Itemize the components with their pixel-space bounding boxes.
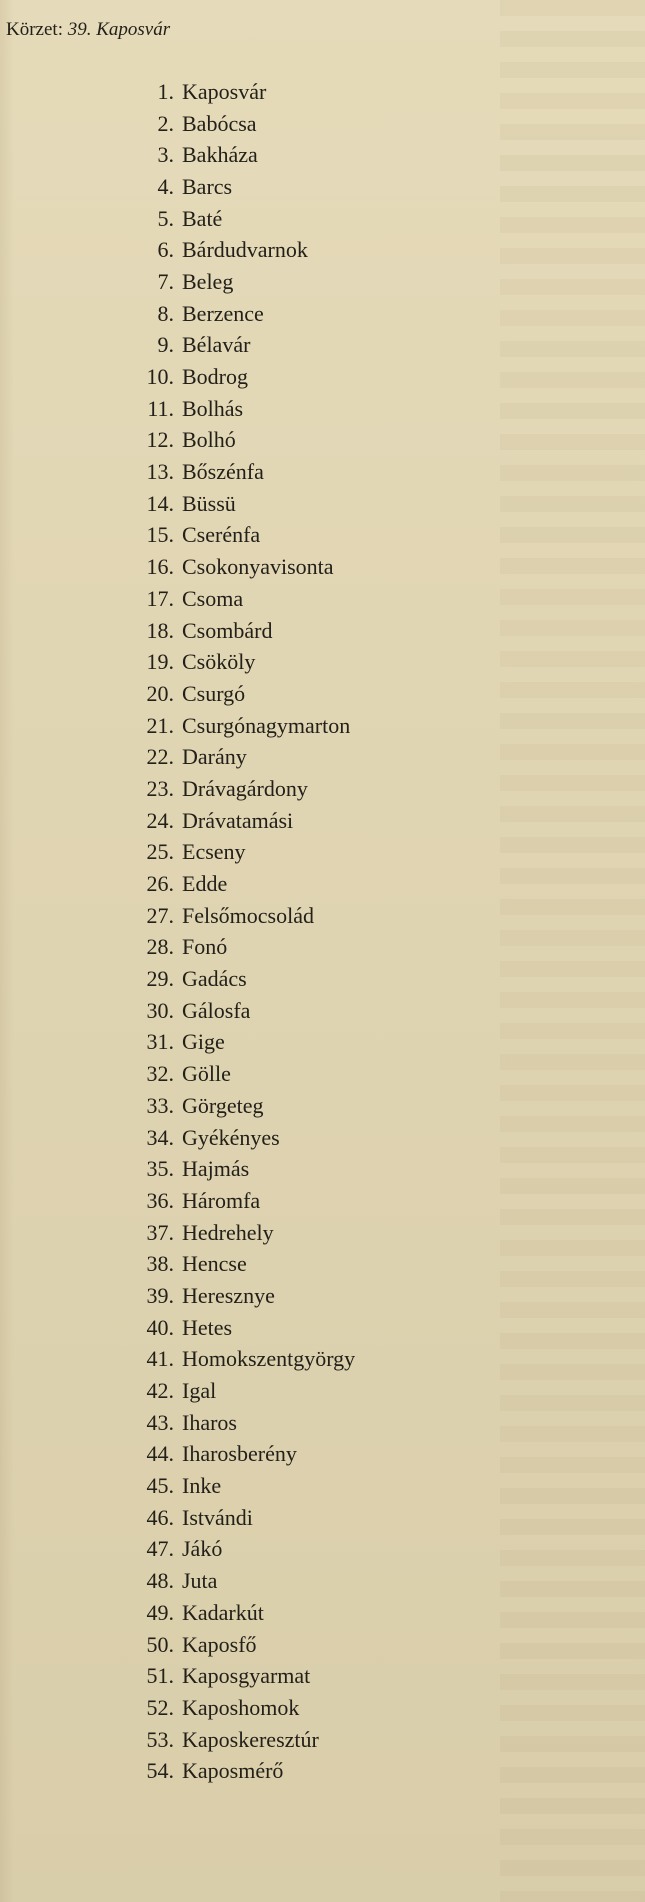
list-item <box>120 551 480 583</box>
settlement-name: Darány <box>182 744 247 770</box>
list-item <box>120 900 480 932</box>
item-number: 28. <box>146 934 174 960</box>
item-number: 46. <box>146 1504 174 1530</box>
item-number: 48. <box>146 1568 174 1594</box>
item-number: 19. <box>146 649 174 675</box>
list-item <box>120 1185 480 1217</box>
item-number: 31. <box>146 1029 174 1055</box>
item-number: 26. <box>146 871 174 897</box>
settlement-name: Kaposfő <box>182 1631 257 1657</box>
settlement-name: Berzence <box>182 300 264 326</box>
list-item <box>120 1597 480 1629</box>
list-item <box>120 1724 480 1756</box>
settlement-name: Beleg <box>182 268 234 294</box>
item-number: 27. <box>146 902 174 928</box>
item-number: 12. <box>146 427 174 453</box>
item-number: 53. <box>146 1726 174 1752</box>
list-item <box>120 108 480 140</box>
list-item <box>120 266 480 298</box>
list-item <box>120 805 480 837</box>
district-heading <box>6 18 170 42</box>
item-number: 8. <box>157 300 174 326</box>
item-number: 15. <box>146 522 174 548</box>
list-item <box>120 1407 480 1439</box>
item-number: 34. <box>146 1124 174 1150</box>
item-number: 29. <box>146 966 174 992</box>
settlement-name: Háromfa <box>182 1187 261 1213</box>
list-item <box>120 932 480 964</box>
list-item <box>120 868 480 900</box>
list-item <box>120 1375 480 1407</box>
settlement-name: Heresznye <box>182 1282 275 1308</box>
list-item <box>120 234 480 266</box>
item-number: 22. <box>146 744 174 770</box>
list-item <box>120 773 480 805</box>
item-number: 36. <box>146 1187 174 1213</box>
settlement-name: Csoma <box>182 585 244 611</box>
item-number: 35. <box>146 1156 174 1182</box>
item-number: 11. <box>147 395 174 421</box>
list-item <box>120 425 480 457</box>
list-item <box>120 139 480 171</box>
settlement-name: Csurgónagymarton <box>182 712 351 738</box>
list-item <box>120 1629 480 1661</box>
list-item <box>120 995 480 1027</box>
list-item <box>120 1565 480 1597</box>
settlement-name: Hetes <box>182 1314 233 1340</box>
item-number: 18. <box>146 617 174 643</box>
item-number: 4. <box>157 173 174 199</box>
list-item <box>120 361 480 393</box>
list-item <box>120 1439 480 1471</box>
list-item <box>120 488 480 520</box>
settlement-name: Bolhás <box>182 395 244 421</box>
item-number: 49. <box>146 1599 174 1625</box>
settlement-name: Kaposmérő <box>182 1758 284 1784</box>
list-item <box>120 171 480 203</box>
settlement-name: Felsőmocsolád <box>182 902 314 928</box>
list-item <box>120 1534 480 1566</box>
list-item <box>120 1217 480 1249</box>
list-item <box>120 741 480 773</box>
item-number: 2. <box>157 110 174 136</box>
settlement-name: Hedrehely <box>182 1219 274 1245</box>
settlement-name: Iharosberény <box>182 1441 297 1467</box>
settlement-name: Gyékényes <box>182 1124 280 1150</box>
settlement-name: Görgeteg <box>182 1092 264 1118</box>
item-number: 3. <box>157 142 174 168</box>
settlement-name: Bolhó <box>182 427 236 453</box>
list-item <box>120 963 480 995</box>
settlement-name: Inke <box>182 1473 222 1499</box>
settlement-name: Csombárd <box>182 617 273 643</box>
settlement-name: Csököly <box>182 649 256 675</box>
list-item <box>120 1280 480 1312</box>
settlement-name: Jákó <box>182 1536 223 1562</box>
item-number: 17. <box>146 585 174 611</box>
list-item <box>120 710 480 742</box>
settlement-name: Kadarkút <box>182 1599 264 1625</box>
bleed-through-texture <box>500 0 645 1902</box>
settlement-name: Babócsa <box>182 110 257 136</box>
item-number: 25. <box>146 839 174 865</box>
list-item <box>120 1312 480 1344</box>
list-item <box>120 1153 480 1185</box>
list-item <box>120 1502 480 1534</box>
settlement-name: Hajmás <box>182 1156 250 1182</box>
item-number: 41. <box>146 1346 174 1372</box>
list-item <box>120 1058 480 1090</box>
list-item <box>120 837 480 869</box>
list-item <box>120 298 480 330</box>
list-item <box>120 520 480 552</box>
list-item <box>120 393 480 425</box>
settlement-name: Drávatamási <box>182 807 294 833</box>
district-label: Körzet: <box>6 19 63 40</box>
settlement-name: Iharos <box>182 1409 237 1435</box>
settlement-name: Istvándi <box>182 1504 253 1530</box>
settlement-name: Kaposgyarmat <box>182 1663 311 1689</box>
list-item <box>120 76 480 108</box>
list-item <box>120 1248 480 1280</box>
settlement-name: Cserénfa <box>182 522 261 548</box>
item-number: 20. <box>146 680 174 706</box>
settlement-name: Homokszentgyörgy <box>182 1346 356 1372</box>
settlement-name: Edde <box>182 871 228 897</box>
item-number: 1. <box>157 78 174 104</box>
settlement-name: Gadács <box>182 966 247 992</box>
item-number: 5. <box>157 205 174 231</box>
settlement-name: Bakháza <box>182 142 258 168</box>
item-number: 38. <box>146 1251 174 1277</box>
item-number: 21. <box>146 712 174 738</box>
list-item <box>120 1027 480 1059</box>
list-item <box>120 678 480 710</box>
district-number: 39. <box>67 19 92 40</box>
list-item <box>120 1755 480 1787</box>
settlement-name: Kaposhomok <box>182 1694 300 1720</box>
list-item <box>120 456 480 488</box>
settlement-name: Ecseny <box>182 839 246 865</box>
settlement-name: Csokonyavisonta <box>182 554 334 580</box>
settlement-name: Kaposkeresztúr <box>182 1726 319 1752</box>
item-number: 40. <box>146 1314 174 1340</box>
settlement-name: Fonó <box>182 934 228 960</box>
list-item <box>120 615 480 647</box>
item-number: 43. <box>146 1409 174 1435</box>
settlement-name: Juta <box>182 1568 218 1594</box>
list-item <box>120 1470 480 1502</box>
settlement-name: Hencse <box>182 1251 247 1277</box>
item-number: 51. <box>146 1663 174 1689</box>
list-item <box>120 1344 480 1376</box>
item-number: 50. <box>146 1631 174 1657</box>
settlement-name: Igal <box>182 1378 217 1404</box>
settlement-name: Bőszénfa <box>182 459 264 485</box>
item-number: 37. <box>146 1219 174 1245</box>
item-number: 13. <box>146 459 174 485</box>
list-item <box>120 646 480 678</box>
item-number: 47. <box>146 1536 174 1562</box>
item-number: 45. <box>146 1473 174 1499</box>
settlement-name: Baté <box>182 205 223 231</box>
list-item <box>120 583 480 615</box>
settlement-name: Gige <box>182 1029 225 1055</box>
item-number: 10. <box>146 364 174 390</box>
settlement-name: Gölle <box>182 1061 231 1087</box>
settlement-name: Bélavár <box>182 332 251 358</box>
list-item <box>120 1692 480 1724</box>
item-number: 32. <box>146 1061 174 1087</box>
item-number: 9. <box>157 332 174 358</box>
list-item <box>120 1660 480 1692</box>
settlement-name: Drávagárdony <box>182 775 308 801</box>
item-number: 52. <box>146 1694 174 1720</box>
item-number: 6. <box>157 237 174 263</box>
settlement-name: Barcs <box>182 173 233 199</box>
settlement-name: Csurgó <box>182 680 246 706</box>
item-number: 54. <box>146 1758 174 1784</box>
settlement-name: Kaposvár <box>182 78 267 104</box>
list-item <box>120 203 480 235</box>
list-item <box>120 1122 480 1154</box>
item-number: 42. <box>146 1378 174 1404</box>
item-number: 23. <box>146 775 174 801</box>
settlement-name: Büssü <box>182 490 236 516</box>
item-number: 16. <box>146 554 174 580</box>
item-number: 39. <box>146 1282 174 1308</box>
item-number: 33. <box>146 1092 174 1118</box>
list-item <box>120 330 480 362</box>
item-number: 44. <box>146 1441 174 1467</box>
settlement-name: Bodrog <box>182 364 248 390</box>
settlement-name: Gálosfa <box>182 997 251 1023</box>
district-name: Kaposvár <box>96 19 171 40</box>
item-number: 24. <box>146 807 174 833</box>
settlement-list <box>120 76 480 1787</box>
item-number: 7. <box>157 268 174 294</box>
list-item <box>120 1090 480 1122</box>
item-number: 30. <box>146 997 174 1023</box>
item-number: 14. <box>146 490 174 516</box>
settlement-name: Bárdudvarnok <box>182 237 308 263</box>
